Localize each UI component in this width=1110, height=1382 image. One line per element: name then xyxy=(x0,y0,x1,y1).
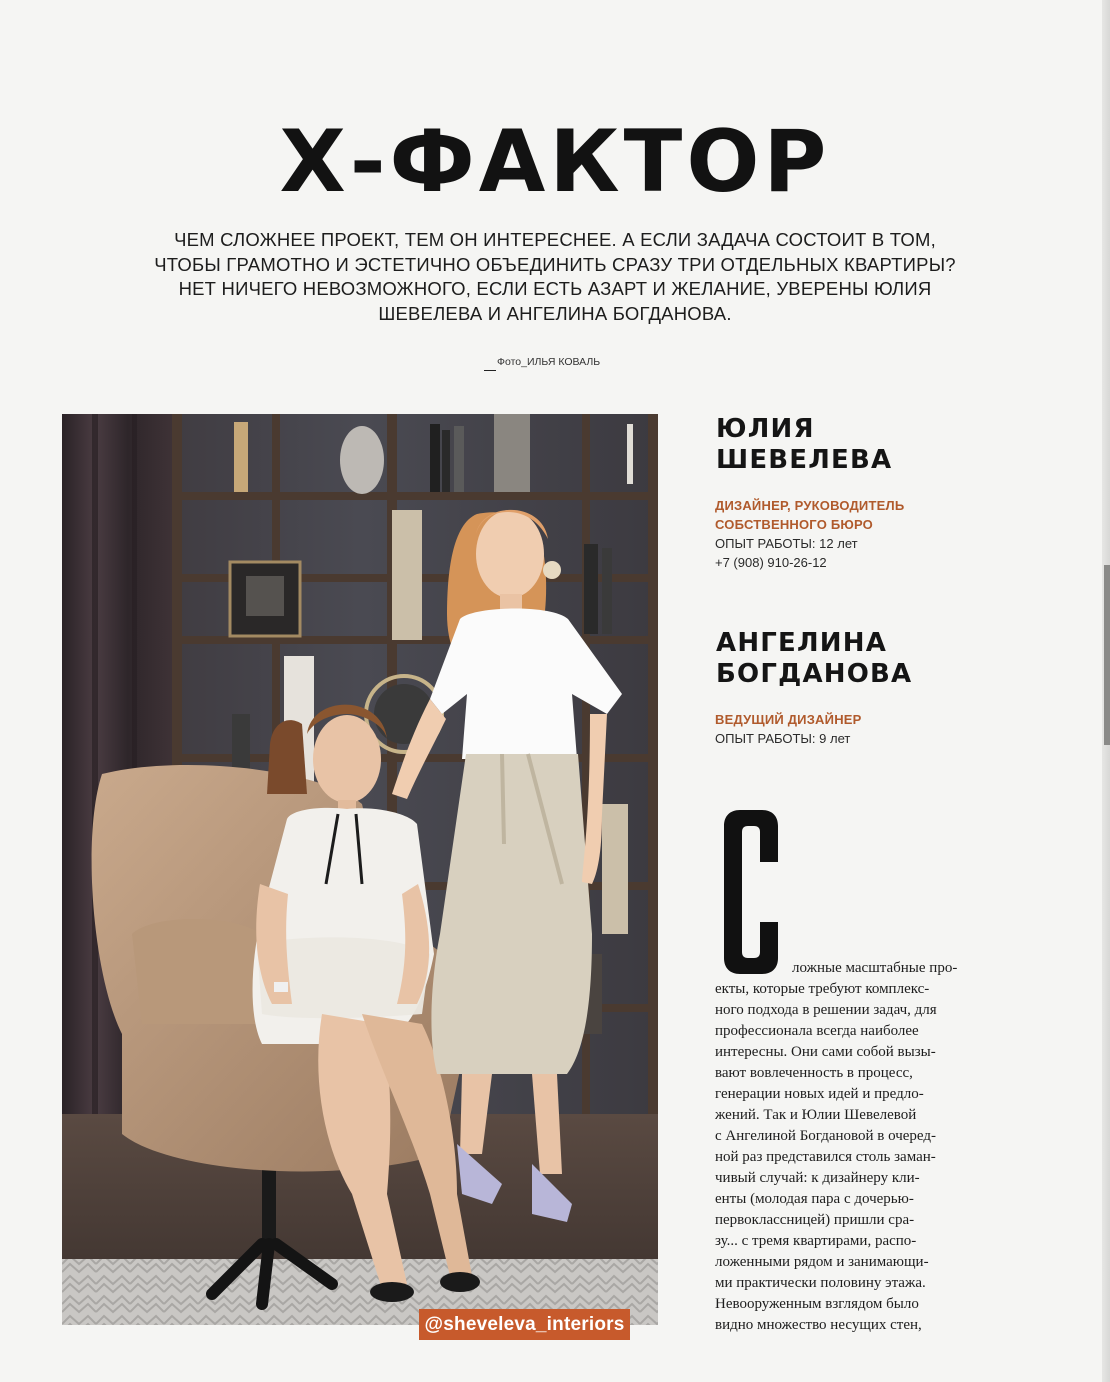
photo-credit xyxy=(484,356,600,371)
name-line: ШЕВЕЛЕВА xyxy=(716,445,893,475)
body-line: генерации новых идей и предло- xyxy=(715,1086,924,1102)
body-line: интересны. Они сами собой вызы- xyxy=(715,1044,936,1060)
body-line: вают вовлеченность в процесс, xyxy=(715,1065,913,1081)
drop-cap-glyph xyxy=(722,810,780,974)
body-line: ми практически половину этажа. xyxy=(715,1275,926,1291)
drop-cap xyxy=(722,810,780,974)
experience: ОПЫТ РАБОТЫ: 9 лет xyxy=(715,731,851,746)
main-photo xyxy=(62,414,658,1325)
article-lead xyxy=(110,228,1000,326)
body-line: первоклассницей) пришли сра- xyxy=(715,1212,915,1228)
role-yulia xyxy=(715,496,904,534)
lead-line: ЧТОБЫ ГРАМОТНО И ЭСТЕТИЧНО ОБЪЕДИНИТЬ СРАЗУ ТРИ ОТДЕЛЬНЫХ КВАРТИРЫ? xyxy=(154,253,956,275)
info-yulia xyxy=(715,534,858,572)
body-line: енты (молодая пара с дочерью- xyxy=(715,1191,914,1207)
lead-line: ШЕВЕЛЕВА И АНГЕЛИНА БОГДАНОВА. xyxy=(378,302,732,324)
photo-illustration xyxy=(62,414,658,1325)
lead-line: ЧЕМ СЛОЖНЕЕ ПРОЕКТ, ТЕМ ОН ИНТЕРЕСНЕЕ. А ЕСЛИ ЗАДАЧА СОСТОИТ В ТОМ, xyxy=(174,229,936,250)
role-angelina xyxy=(715,710,862,729)
body-first-line: ложные масштабные про- xyxy=(792,960,958,976)
person-name-yulia xyxy=(716,414,892,476)
name-line: БОГДАНОВА xyxy=(716,659,913,689)
body-text xyxy=(715,979,995,1336)
experience: ОПЫТ РАБОТЫ: 12 лет xyxy=(715,536,858,551)
credit-dash xyxy=(484,370,496,371)
lead-line: НЕТ НИЧЕГО НЕВОЗМОЖНОГО, ЕСЛИ ЕСТЬ АЗАРТ И ЖЕЛАНИЕ, УВЕРЕНЫ ЮЛИЯ xyxy=(178,278,932,299)
role-line: СОБСТВЕННОГО БЮРО xyxy=(715,517,873,532)
person-name-angelina xyxy=(716,628,912,690)
role-line: ВЕДУЩИЙ ДИЗАЙНЕР xyxy=(715,712,862,727)
info-angelina xyxy=(715,729,850,748)
article-title: Х-ФАКТОР xyxy=(279,112,831,212)
phone[interactable]: +7 (908) 910-26-12 xyxy=(715,555,827,570)
body-line: жений. Так и Юлии Шевелевой xyxy=(715,1107,917,1123)
body-line: екты, которые требуют комплекс- xyxy=(715,981,930,997)
role-line: ДИЗАЙНЕР, РУКОВОДИТЕЛЬ xyxy=(715,498,905,513)
name-line: АНГЕЛИНА xyxy=(716,628,888,658)
body-line: ложенными рядом и занимающи- xyxy=(715,1254,929,1270)
body-line: видно множество несущих стен, xyxy=(715,1317,922,1333)
body-line: ной раз представился столь заман- xyxy=(715,1149,936,1165)
body-line: профессионала всегда наиболее xyxy=(715,1023,919,1039)
body-line: зу... с тремя квартирами, распо- xyxy=(715,1233,917,1249)
instagram-tag[interactable]: @sheveleva_interiors xyxy=(419,1309,630,1340)
page-edge-marker xyxy=(1104,565,1110,745)
photo-credit-text: Фото_ИЛЬЯ КОВАЛЬ xyxy=(497,356,601,368)
body-line: ного подхода в решении задач, для xyxy=(715,1002,937,1018)
name-line: ЮЛИЯ xyxy=(716,414,815,444)
body-line: с Ангелиной Богдановой в очеред- xyxy=(715,1128,937,1144)
body-line: Невооруженным взглядом было xyxy=(715,1296,919,1312)
body-line: чивый случай: к дизайнеру кли- xyxy=(715,1170,920,1186)
